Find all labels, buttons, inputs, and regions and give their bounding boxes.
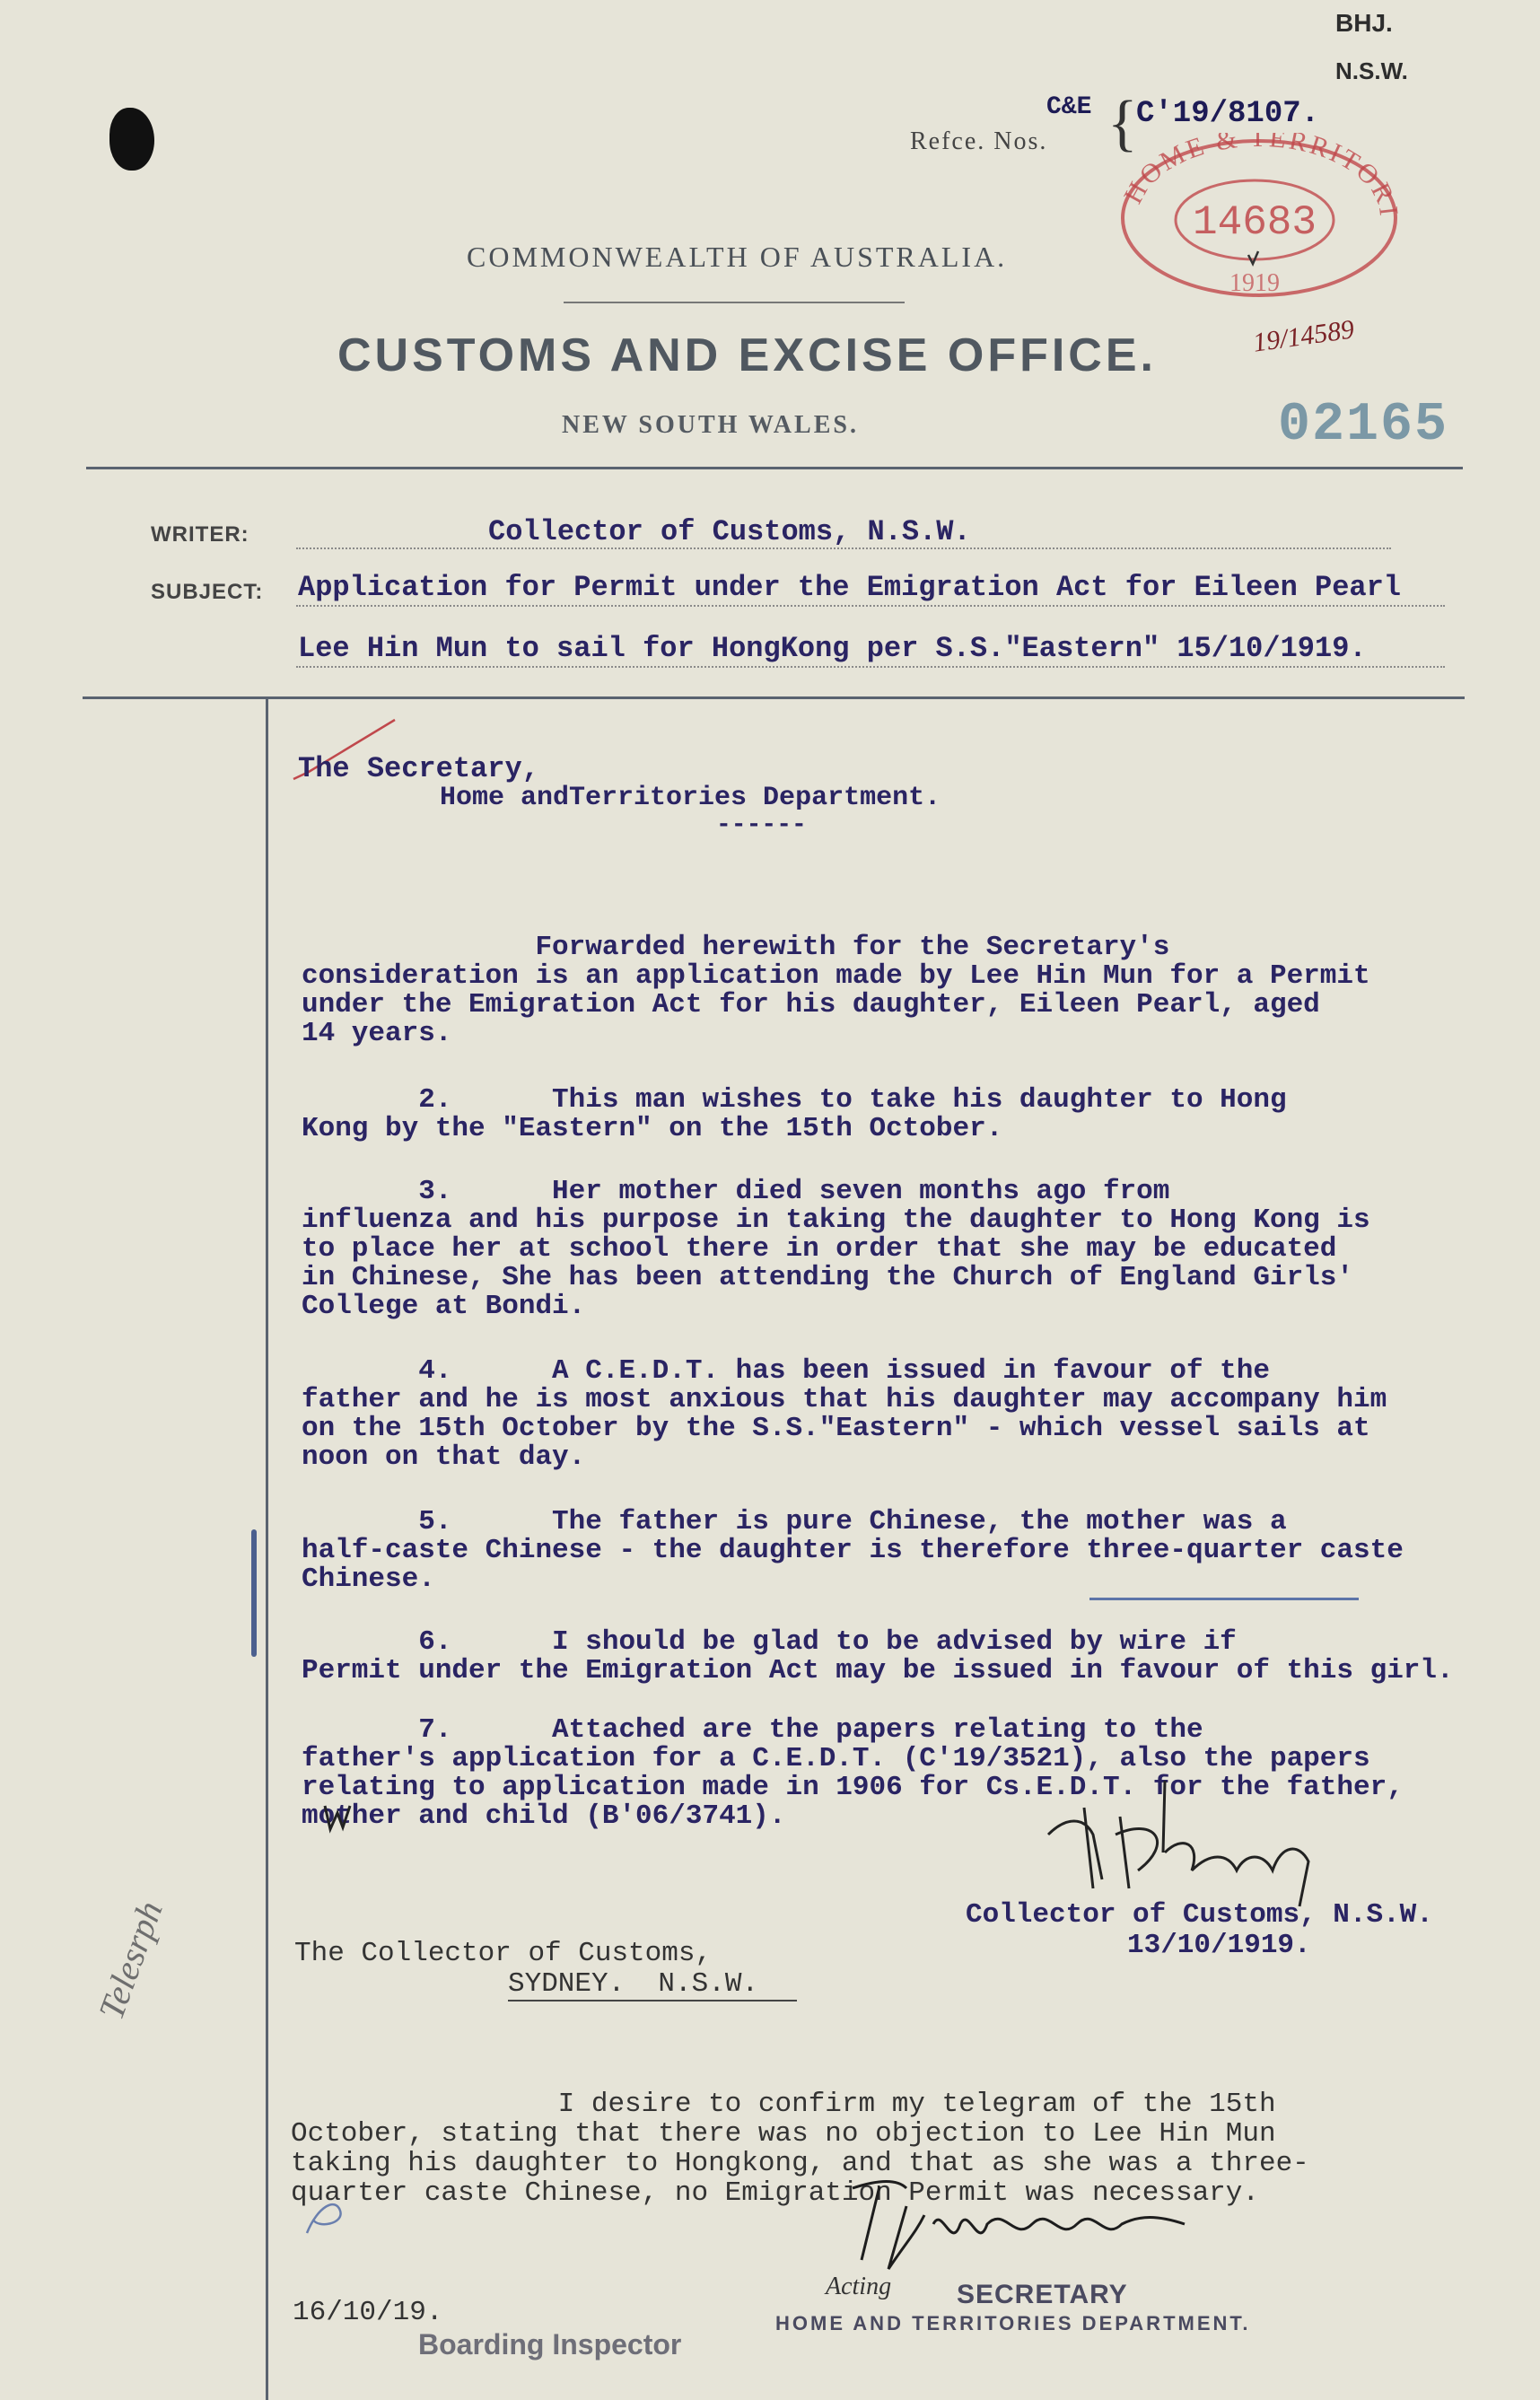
paragraph-1: Forwarded herewith for the Secretary's consideration is an application made by Lee Hin Mun for a Permit under the Emigration Act for his daughter, Eileen Pearl, aged 14 years. <box>302 932 1370 1049</box>
secretary-signature <box>826 2170 1203 2282</box>
file-number: 02165 <box>1278 395 1449 456</box>
paragraph-5: 5. The father is pure Chinese, the mother was a half-caste Chinese - the daughter is therefore three-quarter caste Chinese. <box>302 1506 1404 1595</box>
stamp-year: 1919 <box>1229 269 1281 297</box>
reply-body: I desire to confirm my telegram of the 15th October, stating that there was no objection to Lee Hin Mun taking his daughter to Hongkong, and that as she was a three- quarter caste Chinese, no Emigration Permit was necessary. <box>291 2089 1309 2209</box>
handwritten-ref: 19/14589 <box>1251 314 1357 358</box>
letterhead-office: CUSTOMS AND EXCISE OFFICE. <box>337 329 1157 381</box>
letterhead-commonwealth: COMMONWEALTH OF AUSTRALIA. <box>467 241 1008 273</box>
collector-date: 13/10/1919. <box>1127 1930 1311 1961</box>
secretary-title: SECRETARY <box>957 2280 1128 2309</box>
ref-number: C'19/8107. <box>1136 97 1320 131</box>
writer-value: Collector of Customs, N.S.W. <box>488 515 971 548</box>
acting-note: Acting <box>826 2273 892 2300</box>
left-margin-rule <box>266 698 268 2400</box>
stamp-number: 14683 <box>1193 199 1317 246</box>
reply-addressee-line-1: The Collector of Customs, <box>294 1938 713 1969</box>
addressee-line-2: Home andTerritories Department. <box>440 783 941 813</box>
paragraph-6: 6. I should be glad to be advised by wire if Permit under the Emigration Act may be issued in favour of this girl. <box>302 1626 1454 1686</box>
home-territories-stamp <box>1077 117 1404 297</box>
corner-state: N.S.W. <box>1335 57 1408 84</box>
refce-label: Refce. Nos. <box>910 127 1048 155</box>
header-bottom-rule <box>83 696 1465 699</box>
stamp-ring-text: HOME & TERRITORI <box>1118 133 1404 220</box>
reply-date: 16/10/19. <box>293 2297 443 2328</box>
subject-dotline-1 <box>296 605 1445 607</box>
writer-label: WRITER: <box>151 522 249 547</box>
addressee-line-1: The Secretary, <box>298 752 539 785</box>
addressee-separator: ------ <box>716 811 807 839</box>
header-top-rule <box>86 467 1463 469</box>
paragraph-4: 4. A C.E.D.T. has been issued in favour of the father and he is most anxious that his daughter may accompany him on the 15th October by the S.S."Eastern" - which vessel sails at noon on that day. <box>302 1355 1387 1473</box>
department-stamp: HOME AND TERRITORIES DEPARTMENT. <box>775 2312 1251 2334</box>
letterhead-state: NEW SOUTH WALES. <box>562 411 859 439</box>
subject-label: SUBJECT: <box>151 580 264 604</box>
subject-dotline-2 <box>296 666 1445 668</box>
ref-brace: { <box>1107 89 1138 158</box>
blue-initial-mark <box>266 2172 354 2263</box>
paragraph-2: 2. This man wishes to take his daughter to Hong Kong by the "Eastern" on the 15th October. <box>302 1084 1287 1144</box>
paragraph-3: 3. Her mother died seven months ago from influenza and his purpose in taking the daughter to Hong Kong is to place her at school there in order that she may be educated in Chinese, She has been attending the Church of England Girls' College at Bondi. <box>302 1176 1370 1322</box>
underline-advised-by-wire <box>1089 1598 1359 1600</box>
reply-addressee-underline <box>508 2000 797 2001</box>
punch-hole <box>109 108 154 171</box>
margin-handwritten-note: Telesrph <box>90 1896 171 2025</box>
reply-addressee-line-2: SYDNEY. N.S.W. <box>508 1968 759 2000</box>
letterhead-divider <box>564 302 905 303</box>
small-ink-mark <box>287 1784 357 1857</box>
subject-line-1: Application for Permit under the Emigration Act for Eileen Pearl <box>298 571 1401 604</box>
ce-prefix: C&E <box>1046 93 1092 121</box>
writer-dotline <box>296 547 1391 549</box>
margin-blue-mark <box>251 1529 257 1657</box>
paragraph-7: 7. Attached are the papers relating to the father's application for a C.E.D.T. (C'19/3521), also the papers relating to application made in 1906 for Cs.E.D.T. for the father, mother and child (B'06/3741). <box>302 1714 1404 1832</box>
corner-code: BHJ. <box>1335 9 1393 37</box>
boarding-inspector-stamp: Boarding Inspector <box>418 2328 682 2361</box>
collector-title: Collector of Customs, N.S.W. <box>966 1899 1433 1931</box>
subject-line-2: Lee Hin Mun to sail for HongKong per S.S."Eastern" 15/10/1919. <box>298 632 1367 665</box>
